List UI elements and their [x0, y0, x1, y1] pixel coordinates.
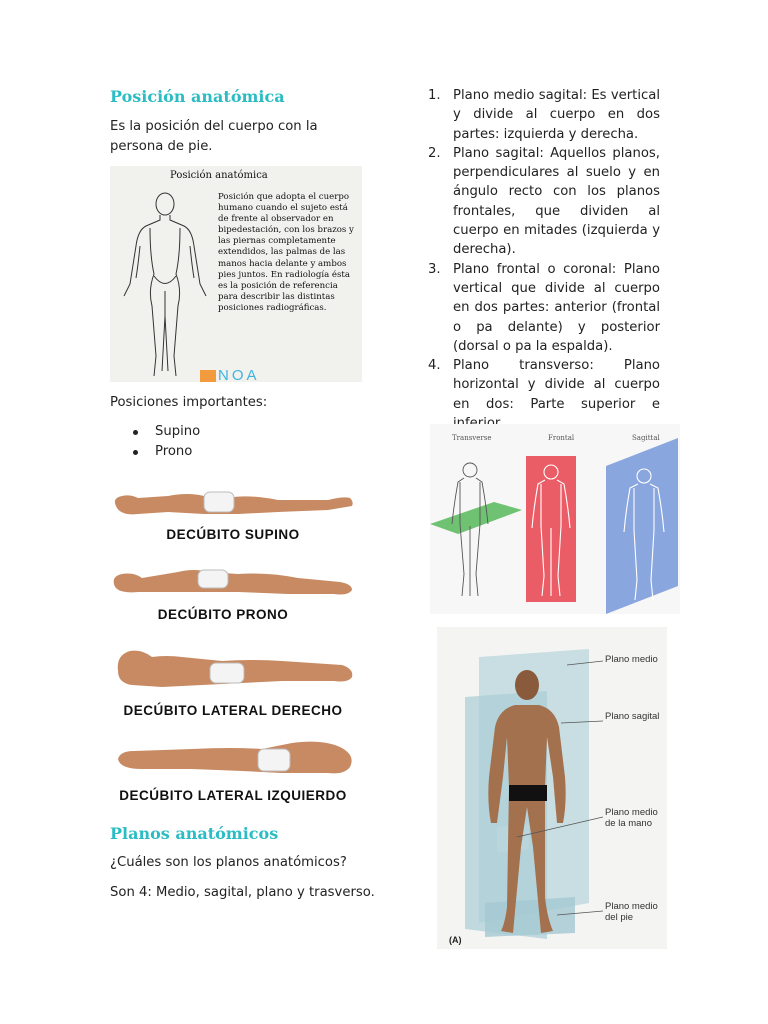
plane-title-transverse: Transverse	[452, 434, 492, 442]
bullet-text: Prono	[155, 444, 193, 459]
intro-paragraph: Es la posición del cuerpo con la persona de pie.	[110, 119, 318, 154]
label-plano-medio: Plano medio	[605, 654, 658, 665]
bullet-icon	[133, 430, 138, 435]
list-item	[428, 144, 660, 260]
heading-posicion-anatomica: Posición anatómica	[110, 87, 285, 106]
label-leader-lines	[437, 627, 667, 949]
bullet-icon	[133, 450, 138, 455]
planes-illustration	[430, 424, 680, 614]
caption-lateral-derecho: DECÚBITO LATERAL DERECHO	[123, 703, 343, 718]
plane-title-sagittal: Sagittal	[632, 434, 660, 442]
label-plano-medio-pie: Plano medio del pie	[605, 901, 658, 923]
list-item	[428, 260, 660, 356]
left-lateral-body-image	[112, 733, 357, 785]
list-item	[428, 86, 660, 144]
label-plano-medio-mano: Plano medio de la mano	[605, 807, 658, 829]
question-text: ¿Cuáles son los planos anatómicos?	[110, 855, 347, 870]
prone-body-image	[108, 562, 358, 604]
positions-list	[133, 422, 200, 462]
caption-prono: DECÚBITO PRONO	[157, 607, 289, 622]
list-number: 2.	[428, 145, 441, 161]
list-text: Plano frontal o coronal: Plano vertical que divide al cuerpo en dos partes: anterior (frontal o pa delante) y posterior (dorsal o pa la espalda).	[453, 261, 660, 354]
body-planes-figure	[430, 424, 680, 614]
heading-planos-anatomicos: Planos anatómicos	[110, 824, 279, 843]
figure-description: Posición que adopta el cuerpo humano cuando el sujeto está de frente al observador en bipedestación, con los brazos y las piernas completamente extendidos, las palmas de las manos hacia delante y ambos pies juntos. En radiología ésta es la posición de referencia para describir las distintas posiciones radiográficas.	[218, 192, 354, 313]
watermark-logo-icon	[200, 370, 216, 382]
list-text: Plano sagital: Aquellos planos, perpendiculares al suelo y en ángulo recto con los planos frontales, que dividen al cuerpo en mitades (izquierda y derecha).	[453, 145, 660, 258]
caption-supino: DECÚBITO SUPINO	[166, 527, 300, 542]
list-number: 3.	[428, 261, 441, 277]
right-lateral-body-image	[112, 643, 357, 695]
answer-text: Son 4: Medio, sagital, plano y trasverso.	[110, 885, 375, 900]
caption-lateral-izquierdo: DECÚBITO LATERAL IZQUIERDO	[119, 788, 347, 803]
list-number: 1.	[428, 88, 441, 103]
positions-label: Posiciones importantes:	[110, 395, 268, 410]
anatomical-position-figure	[110, 166, 362, 382]
list-item	[133, 442, 200, 462]
plane-title-frontal: Frontal	[548, 434, 575, 442]
panel-label: (A)	[449, 935, 462, 945]
watermark-text: NOA	[218, 367, 260, 384]
list-item	[428, 356, 660, 433]
bullet-text: Supino	[155, 424, 201, 439]
list-number: 4.	[428, 358, 441, 374]
anatomy-planes-figure	[437, 627, 667, 949]
planes-numbered-list	[428, 86, 660, 433]
supine-body-image	[108, 484, 358, 522]
list-text: Plano transverso: Plano horizontal y divide al cuerpo en dos: Parte superior e	[453, 358, 660, 412]
list-text: Plano medio sagital: Es vertical y divide al cuerpo en dos partes: izquierda y derecha.	[453, 88, 660, 142]
list-item	[133, 422, 200, 442]
label-plano-sagital: Plano sagital	[605, 711, 660, 722]
figure-title: Posición anatómica	[170, 170, 268, 181]
